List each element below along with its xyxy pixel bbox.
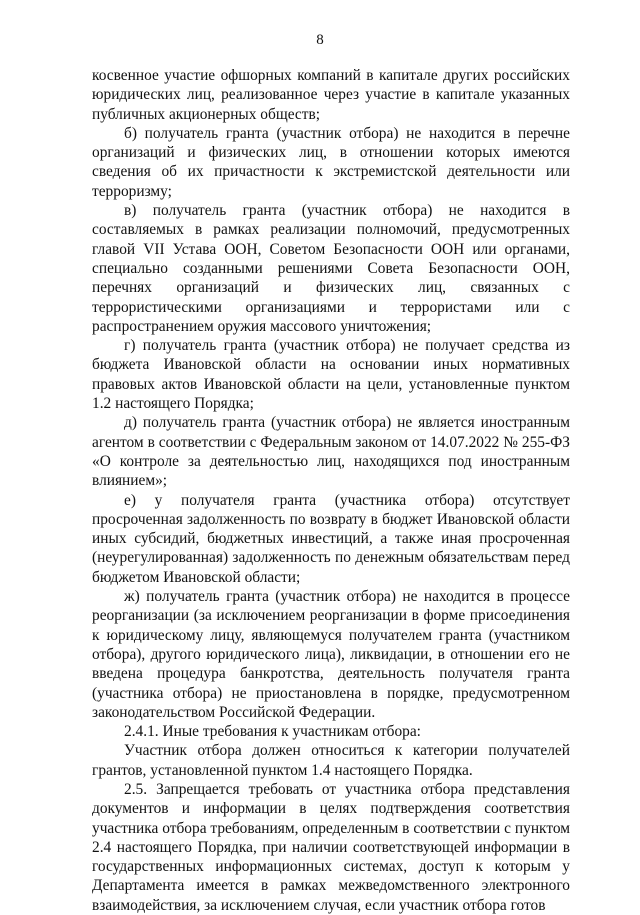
page-number: 8 (316, 32, 324, 48)
paragraph-continuation: косвенное участие офшорных компаний в капитале других российских юридических лиц, реализованное через участие в капитале указанных публичных акционерных обществ; (92, 67, 570, 123)
paragraph-item-v: в) получатель гранта (участник отбора) не находится в составляемых в рамках реализации полномочий, предусмотренных главой VII Устава ООН, Советом Безопасности ООН или органами, специально созданными решениями Совета Безопасности ООН, перечнях организаций и физических лиц, связанных с террористическими организациями и террористами или с распространением оружия массового уничтожения; (92, 202, 570, 335)
paragraph-item-d: д) получатель гранта (участник отбора) не является иностранным агентом в соответствии с Федеральным законом от 14.07.2022 № 255-ФЗ «О контроле за деятельностью лиц, находящихся под иностранным влиянием»; (92, 414, 570, 490)
paragraph-item-g: г) получатель гранта (участник отбора) не получает средства из бюджета Ивановской области на основании иных нормативных правовых актов Ивановской области на цели, установленные пунктом 1.2 настоящего Порядка; (92, 337, 570, 413)
paragraph-participant-category: Участник отбора должен относиться к категории получателей грантов, установленной пунктом 1.4 настоящего Порядка. (92, 742, 570, 779)
paragraph-item-b: б) получатель гранта (участник отбора) не находится в перечне организаций и физических лиц, в отношении которых имеются сведения об их причастности к экстремистской деятельности или терроризму; (92, 124, 570, 200)
paragraph-section-2-5: 2.5. Запрещается требовать от участника отбора представления документов и информации в целях подтверждения соответствия участника отбора требованиям, определенным в соответствии с пунктом 2.4 настоящего Порядка, при наличии соответствующей информации в государственных информационных системах, доступ к которым у Департамента имеется в рамках межведомственного электронного взаимодействия, за исключением случая, если участник отбора готов (92, 780, 570, 914)
paragraph-section-2-4-1: 2.4.1. Иные требования к участникам отбора: (124, 723, 421, 741)
paragraph-item-zh: ж) получатель гранта (участник отбора) не находится в процессе реорганизации (за исключением реорганизации в форме присоединения к юридическому лицу, являющемуся получателем гранта (участником отбора), другого юридического лица), ликвидации, в отношении его не введена процедура банкротства, деятельность получателя гранта (участника отбора) не приостановлена в порядке, предусмотренном законодательством Российской Федерации. (92, 588, 570, 721)
paragraph-item-e: е) у получателя гранта (участника отбора) отсутствует просроченная задолженность по возврату в бюджет Ивановской области иных субсидий, бюджетных инвестиций, а также иная просроченная (неурегулированная) задолженность по денежным обязательствам перед бюджетом Ивановской области; (92, 491, 570, 586)
document-body (92, 66, 570, 915)
